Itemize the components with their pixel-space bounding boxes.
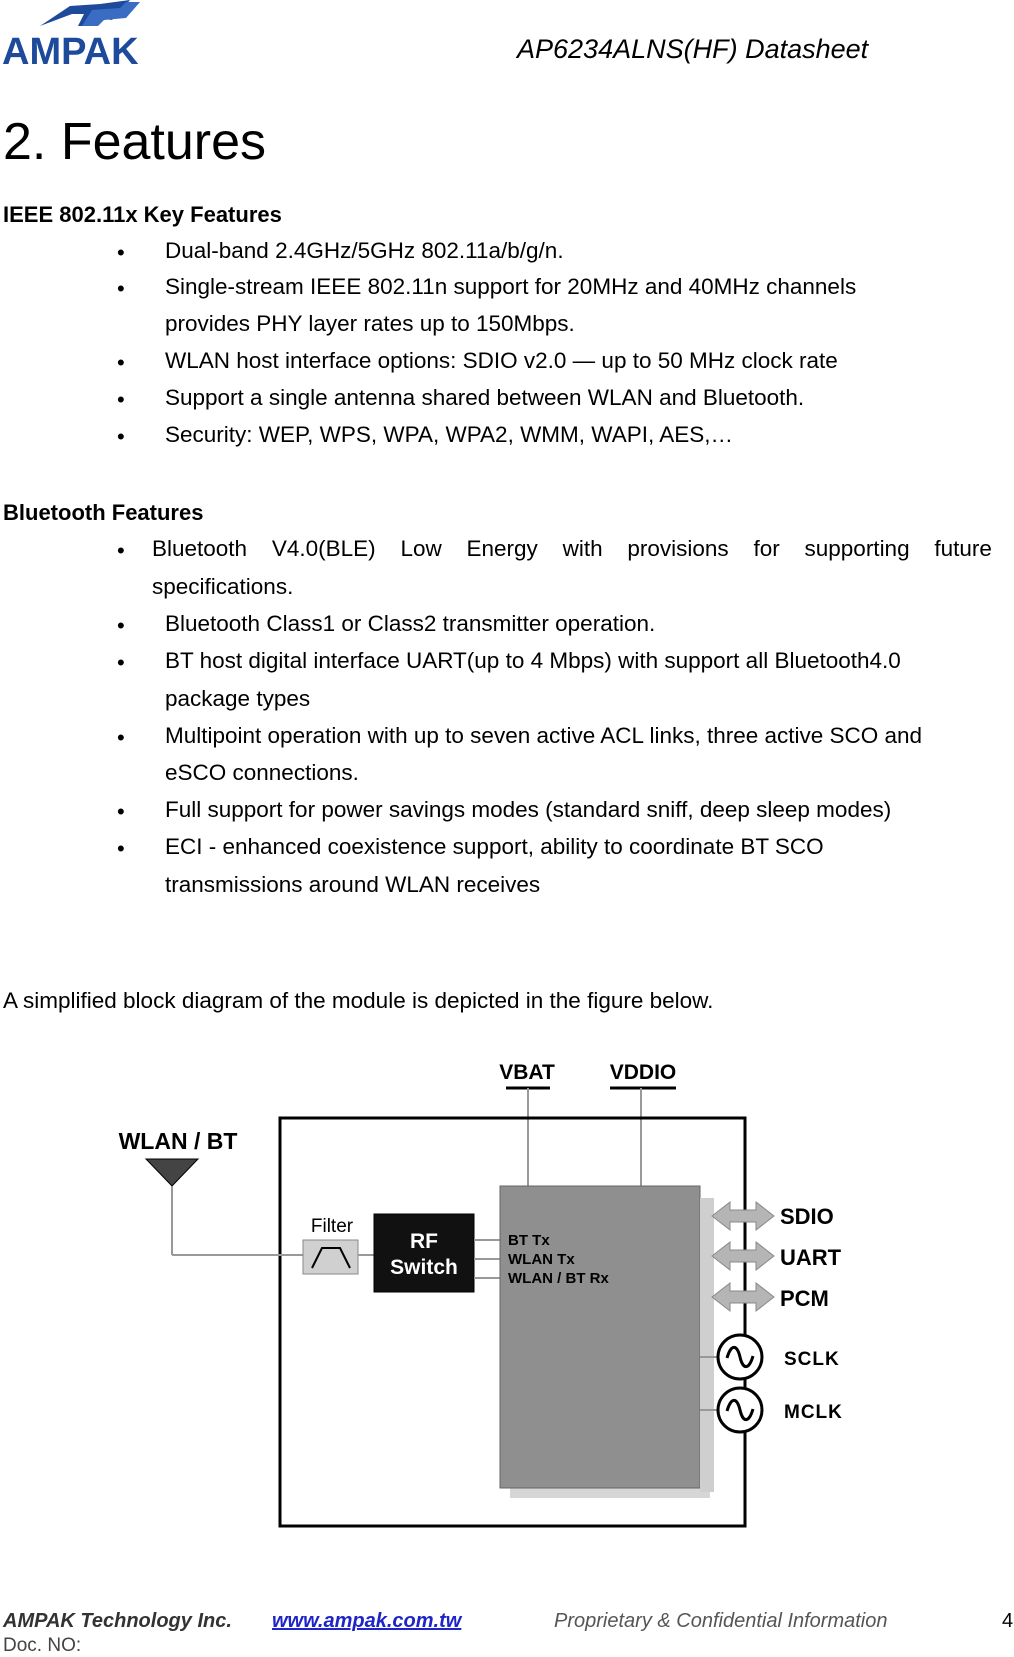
- interface-bus: [700, 1198, 714, 1492]
- antenna-icon: [146, 1159, 198, 1186]
- antenna-label: WLAN / BT: [118, 1128, 238, 1154]
- bt-feature-ble-cont: specifications.: [152, 574, 294, 599]
- bt-feature-ble: [152, 536, 992, 562]
- wlan-feature-security: Security: WEP, WPS, WPA, WPA2, WMM, WAPI, AES,…: [165, 422, 733, 447]
- bt-feature-uart-cont: package types: [165, 686, 311, 711]
- mclk-label: MCLK: [784, 1402, 843, 1423]
- word: Low: [400, 536, 442, 561]
- bt-feature-multipoint-cont: eSCO connections.: [165, 760, 359, 785]
- footer-confidential-notice: Proprietary & Confidential Information: [554, 1610, 888, 1632]
- bullet: •: [117, 538, 125, 563]
- footer-doc-number: Doc. NO:: [3, 1635, 82, 1656]
- word: for: [753, 536, 780, 561]
- bullet: •: [117, 387, 125, 412]
- word: provisions: [627, 536, 729, 561]
- bullet: •: [117, 424, 125, 449]
- word: Bluetooth: [152, 536, 248, 561]
- wlan-feature-dual-band: Dual-band 2.4GHz/5GHz 802.11a/b/g/n.: [165, 238, 564, 263]
- bt-feature-eci-cont: transmissions around WLAN receives: [165, 872, 541, 897]
- pcm-label: PCM: [780, 1286, 829, 1311]
- word: V4.0(BLE): [271, 536, 376, 561]
- wlan-feature-single-stream: Single-stream IEEE 802.11n support for 20MHz and 40MHz channels: [165, 274, 857, 299]
- pcm-arrow: [712, 1283, 774, 1311]
- block-diagram-intro: A simplified block diagram of the module is depicted in the figure below.: [3, 988, 714, 1013]
- wlan-feature-antenna: Support a single antenna shared between WLAN and Bluetooth.: [165, 385, 805, 410]
- bullet: •: [117, 240, 125, 265]
- wlan-features-heading: IEEE 802.11x Key Features: [3, 202, 282, 227]
- bullet: •: [117, 650, 125, 675]
- chip-signal-rx: WLAN / BT Rx: [508, 1270, 609, 1287]
- bt-feature-eci: ECI - enhanced coexistence support, ability to coordinate BT SCO: [165, 834, 824, 859]
- vbat-label: VBAT: [499, 1061, 555, 1084]
- word: with: [562, 536, 603, 561]
- uart-arrow: [712, 1242, 774, 1270]
- wlan-feature-single-stream-cont: provides PHY layer rates up to 150Mbps.: [165, 311, 575, 336]
- bullet: •: [117, 276, 125, 301]
- page-number: 4: [1002, 1610, 1014, 1632]
- bullet: •: [117, 350, 125, 375]
- rf-switch-block: [374, 1214, 474, 1292]
- svg-text:AMPAK: AMPAK: [2, 31, 139, 70]
- word: supporting: [804, 536, 910, 561]
- sdio-label: SDIO: [780, 1204, 834, 1229]
- bullet: •: [117, 725, 125, 750]
- filter-block: [303, 1240, 358, 1274]
- vddio-label: VDDIO: [609, 1061, 677, 1084]
- sclk-label: SCLK: [784, 1349, 840, 1370]
- footer-company: AMPAK Technology Inc.: [3, 1610, 232, 1632]
- chip-signal-wlan-tx: WLAN Tx: [508, 1251, 575, 1268]
- word: Energy: [466, 536, 538, 561]
- word: future: [934, 536, 992, 561]
- bullet: •: [117, 836, 125, 861]
- section-title: 2. Features: [3, 113, 267, 171]
- bullet: •: [117, 613, 125, 638]
- filter-label: Filter: [310, 1216, 354, 1237]
- wlan-feature-host-interface: WLAN host interface options: SDIO v2.0 — up to 50 MHz clock rate: [165, 348, 838, 373]
- footer-website-link[interactable]: www.ampak.com.tw: [272, 1610, 462, 1632]
- document-title: AP6234ALNS(HF) Datasheet: [517, 34, 869, 64]
- bt-feature-power: Full support for power savings modes (standard sniff, deep sleep modes): [165, 797, 892, 822]
- rf-switch-label-2: Switch: [390, 1256, 458, 1279]
- block-diagram: [100, 1052, 910, 1532]
- ampak-logo: [0, 0, 150, 70]
- rf-switch-label-1: RF: [410, 1230, 438, 1253]
- bt-feature-class: Bluetooth Class1 or Class2 transmitter operation.: [165, 611, 656, 636]
- uart-label: UART: [780, 1245, 842, 1270]
- bluetooth-features-heading: Bluetooth Features: [3, 500, 204, 525]
- sdio-arrow: [712, 1202, 774, 1230]
- bt-feature-uart: BT host digital interface UART(up to 4 Mbps) with support all Bluetooth4.0: [165, 648, 901, 673]
- chip-signal-bt-tx: BT Tx: [508, 1232, 550, 1249]
- bullet: •: [117, 799, 125, 824]
- bt-feature-multipoint: Multipoint operation with up to seven active ACL links, three active SCO and: [165, 723, 923, 748]
